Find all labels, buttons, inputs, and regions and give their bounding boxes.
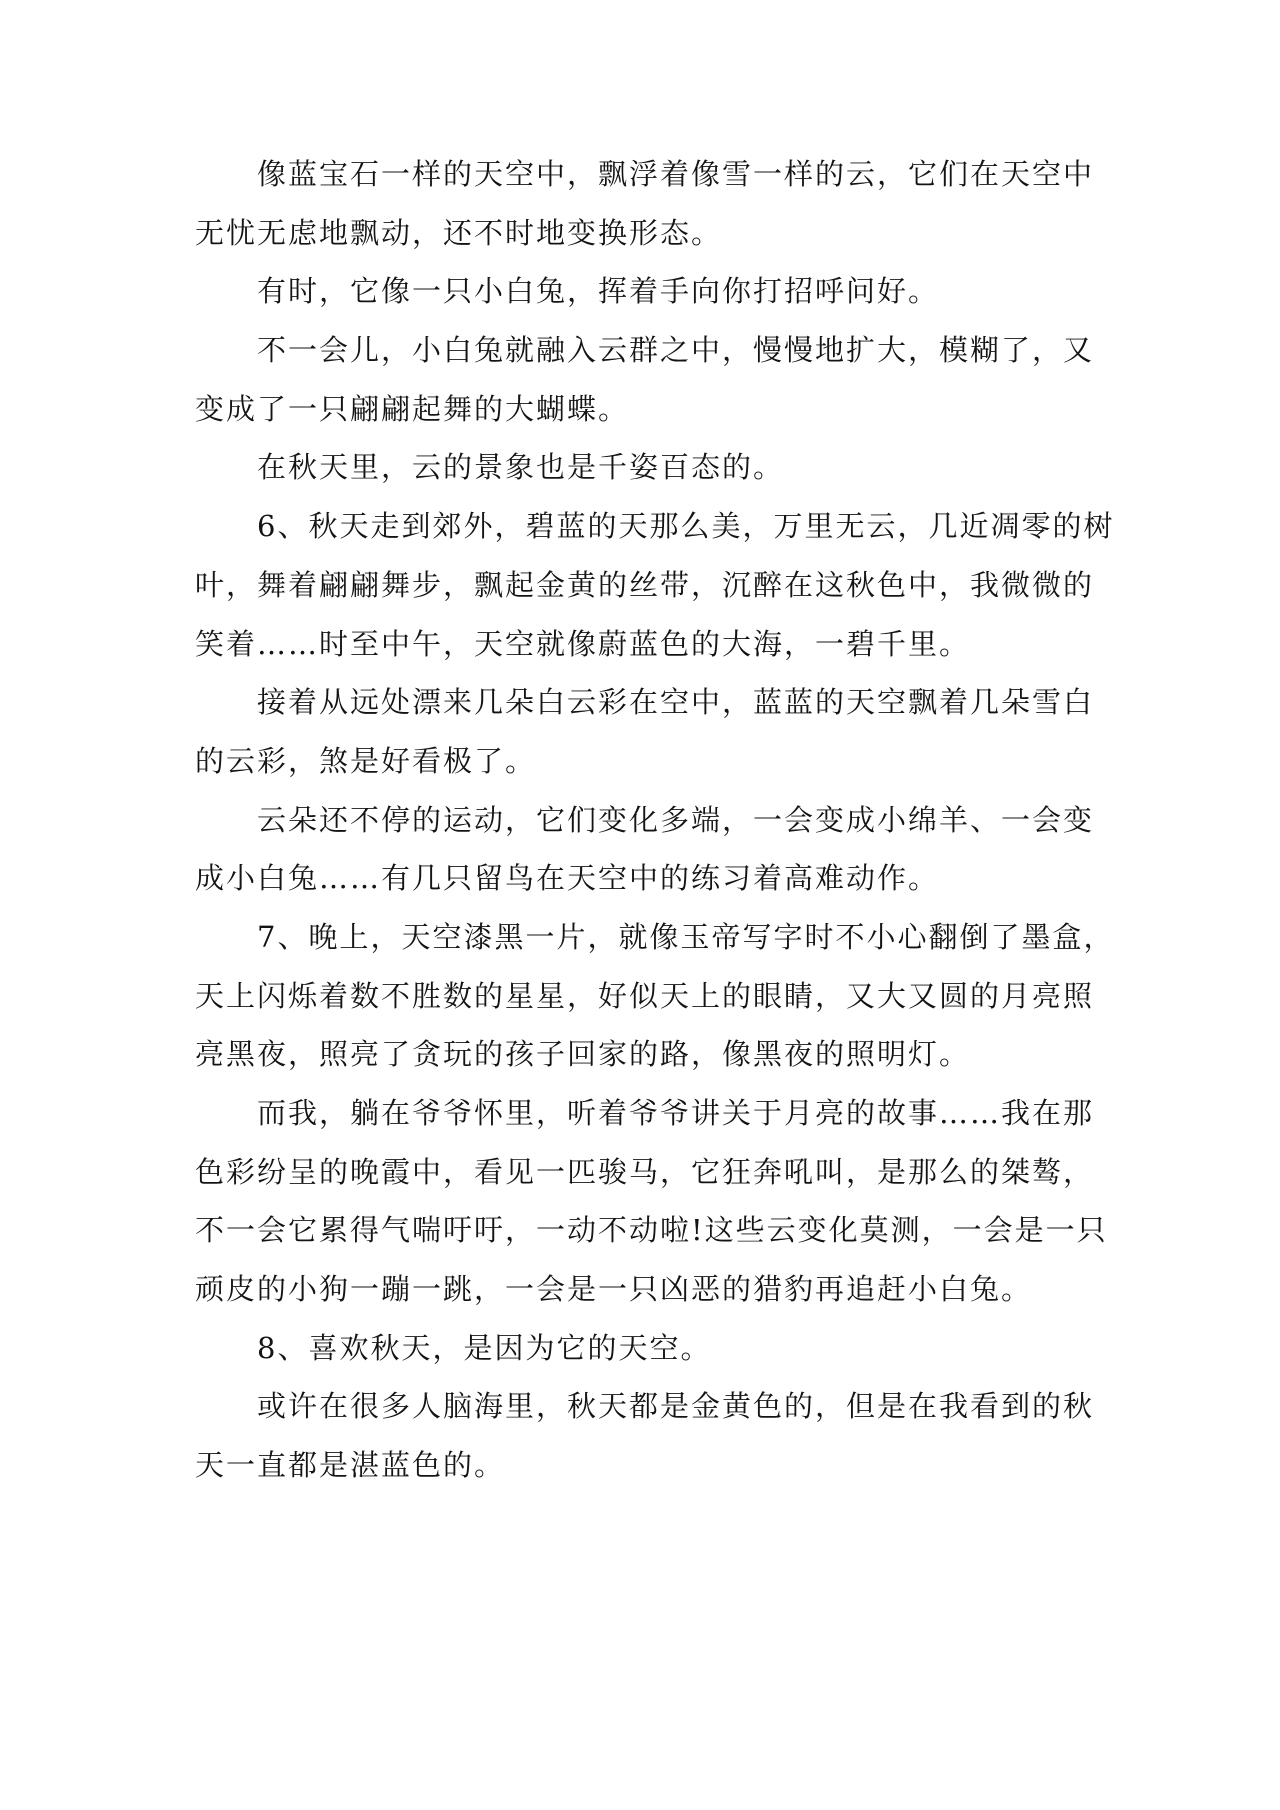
text-line: 有时，它像一只小白兔，挥着手向你打招呼问好。 [257,274,940,309]
text-line: 不一会儿，小白兔就融入云群之中，慢慢地扩大，模糊了，又 [257,333,1095,368]
text-line: 色彩纷呈的晚霞中，看见一匹骏马，它狂奔吼叫，是那么的桀骜， [195,1154,1095,1189]
paragraph [195,1384,1095,1501]
paragraph [195,445,1095,504]
text-line: 在秋天里，云的景象也是千姿百态的。 [257,450,785,485]
text-line: 顽皮的小狗一蹦一跳，一会是一只凶恶的猎豹再追赶小白兔。 [195,1272,1033,1307]
paragraph [195,680,1095,797]
text-line: 亮黑夜，照亮了贪玩的孩子回家的路，像黑夜的照明灯。 [195,1037,971,1072]
paragraph [195,915,1115,1091]
text-line: 的云彩，煞是好看极了。 [195,743,537,778]
paragraph [195,269,1095,328]
paragraph [195,328,1095,445]
text-line: 接着从远处漂来几朵白云彩在空中，蓝蓝的天空飘着几朵雪白 [257,685,1095,720]
text-line: 笑着……时至中午，天空就像蔚蓝色的大海，一碧千里。 [195,626,971,661]
text-line: 变成了一只翩翩起舞的大蝴蝶。 [195,391,630,426]
document-body [195,152,1115,1502]
paragraph [195,1091,1108,1326]
text-line: 或许在很多人脑海里，秋天都是金黄色的，但是在我看到的秋 [257,1389,1095,1424]
text-line: 而我，躺在爷爷怀里，听着爷爷讲关于月亮的故事……我在那 [257,1096,1095,1130]
text-line: 不一会它累得气喘吁吁，一动不动啦!这些云变化莫测，一会是一只 [195,1213,1108,1248]
paragraph [195,504,1115,680]
text-line: 8、喜欢秋天，是因为它的天空。 [257,1330,712,1365]
paragraph [195,1326,1095,1385]
text-line: 天一直都是湛蓝色的。 [195,1448,506,1483]
text-line: 像蓝宝石一样的天空中，飘浮着像雪一样的云，它们在天空中 [257,157,1095,191]
text-line: 叶，舞着翩翩舞步，飘起金黄的丝带，沉醉在这秋色中，我微微的 [195,567,1095,602]
paragraph [195,798,1095,915]
text-line: 成小白兔……有几只留鸟在天空中的练习着高难动作。 [195,861,940,896]
text-line: 6、秋天走到郊外，碧蓝的天那么美，万里无云，几近凋零的树 [257,509,1115,544]
text-line: 云朵还不停的运动，它们变化多端，一会变成小绵羊、一会变 [257,802,1095,837]
paragraph [195,152,1095,269]
text-line: 7、晚上，天空漆黑一片，就像玉帝写字时不小心翻倒了墨盒， [257,919,1115,954]
text-line: 天上闪烁着数不胜数的星星，好似天上的眼睛，又大又圆的月亮照 [195,978,1095,1013]
text-line: 无忧无虑地飘动，还不时地变换形态。 [195,215,723,250]
